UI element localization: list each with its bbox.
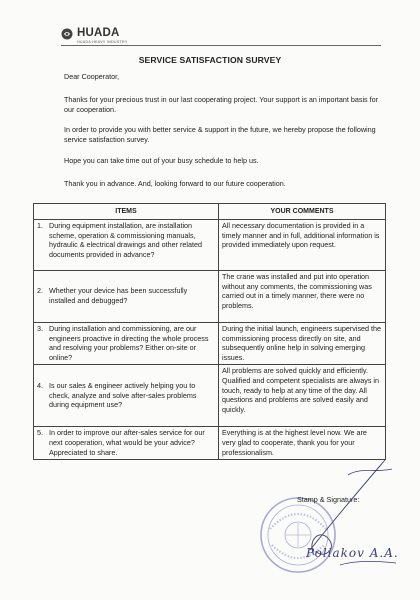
table-row (34, 271, 386, 323)
item-number: 1. (37, 221, 43, 230)
items-header: ITEMS (34, 204, 219, 220)
company-logo (61, 28, 128, 44)
huada-logo-icon (61, 28, 73, 40)
item-text: During installation and commissioning, are our engineers proactive in directing the whole process and resolving your problems? Either on-site or online? (49, 324, 209, 362)
letter-paragraph-4 (64, 179, 380, 189)
paragraph-1-text: Thanks for your precious trust in our last cooperating project. Your support is an important basis for our cooperation. (64, 95, 379, 115)
paragraph-2-text: In order to provide you with better service & support in the future, we hereby propose the following service satisfaction survey. (64, 125, 376, 145)
item-number: 5. (37, 428, 43, 438)
header-rule (61, 45, 381, 46)
letter-paragraph-2 (64, 125, 380, 145)
item-number: 3. (37, 324, 43, 333)
logo-text (77, 28, 128, 44)
item-cell (34, 323, 219, 365)
letter-paragraph-3 (64, 156, 380, 166)
item-cell (34, 271, 219, 323)
item-cell (34, 365, 219, 427)
comments-header: YOUR COMMENTS (219, 204, 386, 220)
brand-name: HUADA (77, 27, 120, 39)
document-title: SERVICE SATISFACTION SURVEY (138, 55, 282, 65)
item-text: In order to improve our after-sales service for our next cooperation, what would be your advice? Appreciated to share. (49, 428, 205, 457)
signature: Poliakov A.A. (306, 546, 399, 560)
item-text: Is our sales & engineer actively helping you to check, analyze and solve after-sales problems during equipment use? (49, 380, 197, 410)
table-row (34, 323, 386, 365)
survey-table (33, 203, 386, 460)
item-cell (34, 427, 219, 460)
letter-paragraph-1 (64, 95, 380, 115)
comment-cell: All problems are solved quickly and efficiently. Qualified and competent specialists are always in touch, ready to help at any time of the day. All questions and problems are solved easily and quickly. (219, 365, 386, 427)
comment-cell: Everything is at the highest level now. We are very glad to cooperate, thank you for your professionalism. (219, 427, 386, 460)
comment-cell: All necessary documentation is provided in a timely manner and in full, additional information is provided immediately upon request. (219, 220, 386, 271)
stamp-signature-label: Stamp & Signature: (297, 495, 360, 504)
item-text: During equipment installation, are installation scheme, operation & commissioning manuals, hydraulic & electrical drawings and other related documents provided in advance? (49, 221, 203, 259)
brand-subtitle: HUADA HEAVY INDUSTRY (77, 39, 128, 44)
comment-cell: During the initial launch, engineers supervised the commissioning process directly on site, and subsequently online help in solving emerging issues. (219, 323, 386, 365)
table-row (34, 365, 386, 427)
comment-cell: The crane was installed and put into operation without any comments, the commissioning was carried out in a timely manner, there were no problems. (219, 271, 386, 323)
paragraph-4-text: Thank you in advance. And, looking forward to our future cooperation. (64, 179, 286, 188)
item-cell (34, 220, 219, 271)
item-number: 2. (37, 286, 43, 296)
salutation (64, 72, 380, 82)
paragraph-3-text: Hope you can take time out of your busy schedule to help us. (64, 156, 259, 165)
table-row (34, 220, 386, 271)
item-text: Whether your device has been successfully installed and debugged? (49, 286, 188, 305)
table-header-row (34, 204, 386, 220)
item-number: 4. (37, 380, 43, 390)
salutation-text: Dear Cooperator, (64, 72, 120, 81)
